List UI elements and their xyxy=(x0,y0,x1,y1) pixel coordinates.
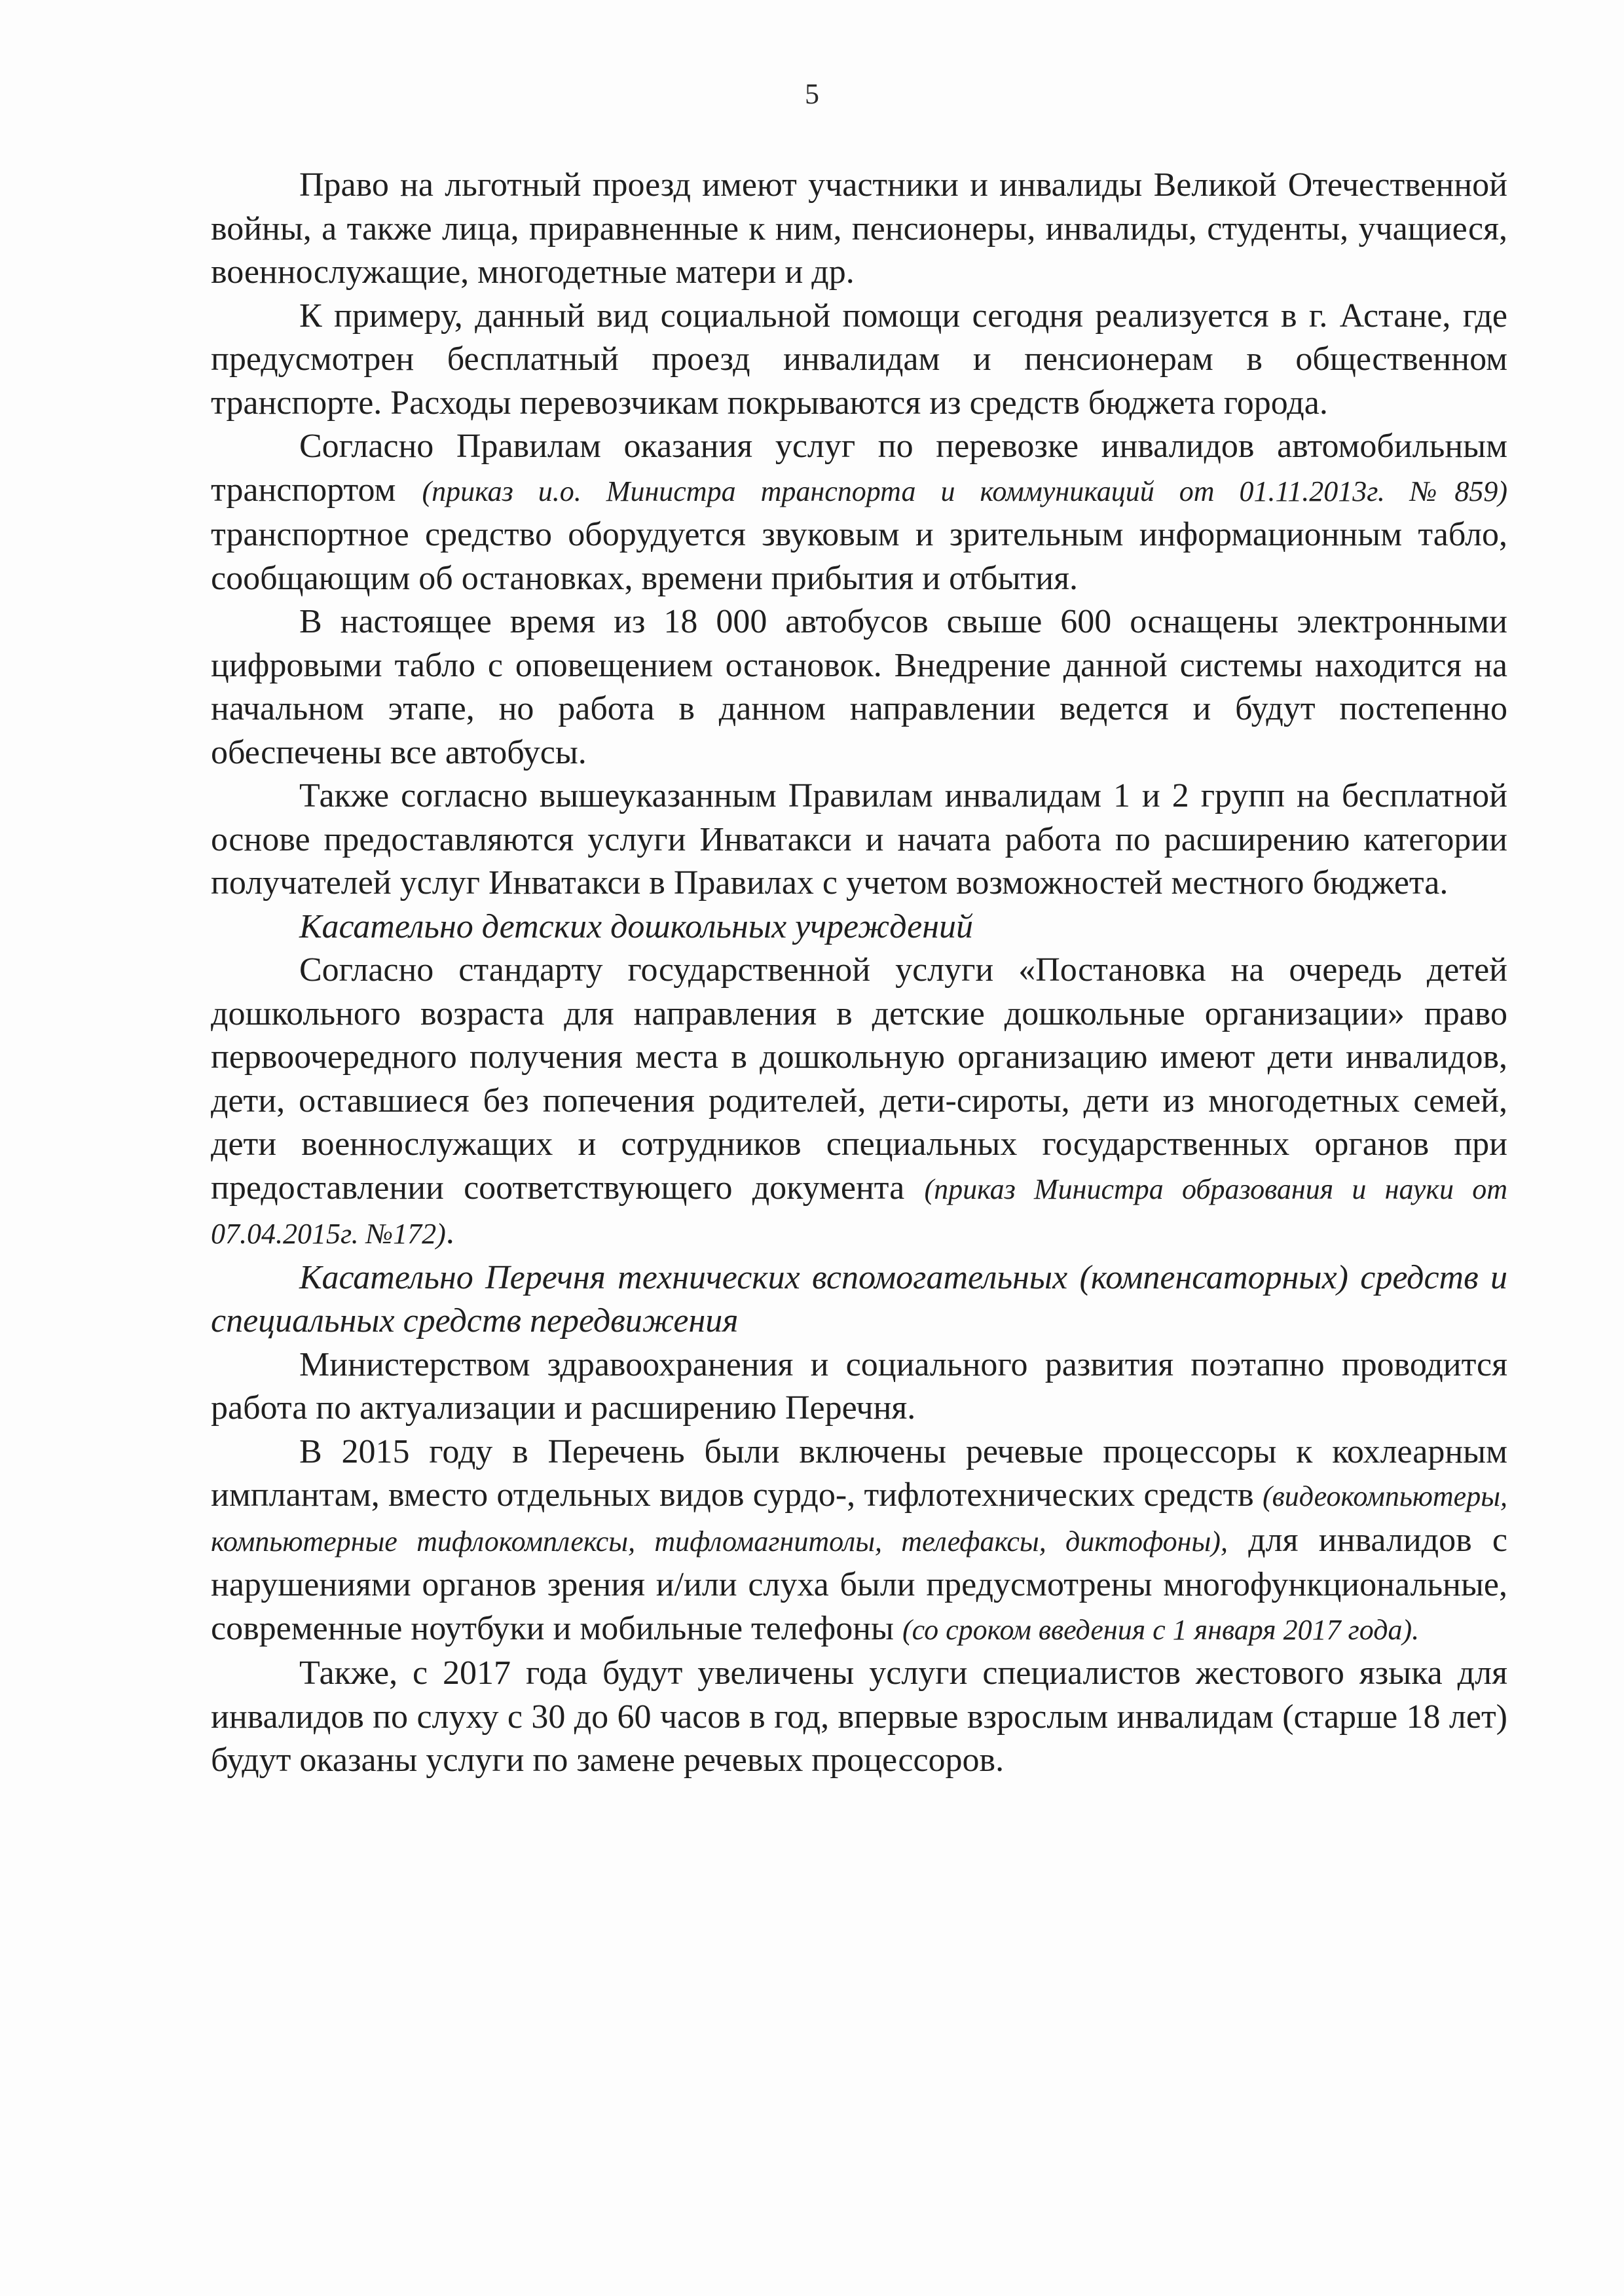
effective-date-note: (со сроком введения с 1 января 2017 года). xyxy=(902,1613,1420,1646)
paragraph-ministry-work: Министерством здравоохранения и социального развития поэтапно проводится работа по актуализации и расширению Перечня. xyxy=(211,1345,1507,1427)
paragraph-text: для инвалидов с нарушениями органов зрения и/или слуха были предусмотрены многофункциональные, современные ноутбуки и мобильные телефоны xyxy=(211,1521,1507,1647)
paragraph-preschool-standard xyxy=(211,949,1507,1256)
paragraph-sign-language: Также, с 2017 года будут увеличены услуги специалистов жестового языка для инвалидов по слуху с 30 до 60 часов в год, впервые взрослым инвалидам (старше 18 лет) будут оказаны услуги по замене речевых процессоров. xyxy=(211,1654,1507,1779)
paragraph-text: транспортное средство оборудуется звуковым и зрительным информационным табло, сообщающим об остановках, времени прибытия и отбытия. xyxy=(211,516,1507,597)
paragraph-preferential-travel: Право на льготный проезд имеют участники и инвалиды Великой Отечественной войны, а также лица, приравненные к ним, пенсионеры, инвалиды, студенты, учащиеся, военнослужащие, многодетные матери и др. xyxy=(211,166,1507,291)
paragraph-text: В 2015 году в Перечень были включены речевые процессоры к кохлеарным имплантам, вместо отдельных видов сурдо-, тифлотехнических средств xyxy=(211,1432,1507,1514)
paragraph-text: . xyxy=(445,1214,454,1251)
paragraph-text: Согласно Правилам оказания услуг по перевозке инвалидов автомобильным транспортом xyxy=(211,428,1507,509)
paragraph-bus-displays: В настоящее время из 18 000 автобусов свыше 600 оснащены электронными цифровыми табло с оповещением остановок. Внедрение данной системы находится на начальном этапе, но работа в данном направлении ведется и будут постепенно обеспечены все автобусы. xyxy=(211,603,1507,771)
section-heading-preschool: Касательно детских дошкольных учреждений xyxy=(299,907,974,945)
document-body xyxy=(211,164,1507,1783)
legal-reference: (приказ и.о. Министра транспорта и коммуникаций от 01.11.2013г. №859) xyxy=(422,475,1507,507)
page-number: 5 xyxy=(805,78,819,110)
section-heading-technical-aids: Касательно Перечня технических вспомогательных (компенсаторных) средств и специальных средств передвижения xyxy=(211,1258,1507,1339)
paragraph-2015-list xyxy=(211,1430,1507,1652)
paragraph-astana-example: К примеру, данный вид социальной помощи сегодня реализуется в г. Астане, где предусмотрен бесплатный проезд инвалидам и пенсионерам в общественном транспорте. Расходы перевозчикам покрываются из средств бюджета города. xyxy=(211,297,1507,422)
device-list-note: (видеокомпьютеры, компьютерные тифлокомплексы, тифломагнитолы, телефаксы, диктофоны), xyxy=(211,1480,1507,1558)
paragraph-invataxi: Также согласно вышеуказанным Правилам инвалидам 1 и 2 групп на бесплатной основе предоставляются услуги Инватакси и начата работа по расширению категории получателей услуг Инватакси в Правилах с учетом возможностей местного бюджета. xyxy=(211,777,1507,902)
paragraph-transport-rules xyxy=(211,425,1507,600)
legal-reference: (приказ Министра образования и науки от 07.04.2015г. №172) xyxy=(211,1173,1507,1250)
paragraph-text: Согласно стандарту государственной услуги «Постановка на очередь детей дошкольного возраста для направления в детские дошкольные организации» право первоочередного получения места в дошкольную организацию имеют дети инвалидов, дети, оставшиеся без попечения родителей, дети-сироты, дети из многодетных семей, дети военнослужащих и сотрудников специальных государственных органов при предоставлении соответствующего документа xyxy=(211,951,1507,1207)
